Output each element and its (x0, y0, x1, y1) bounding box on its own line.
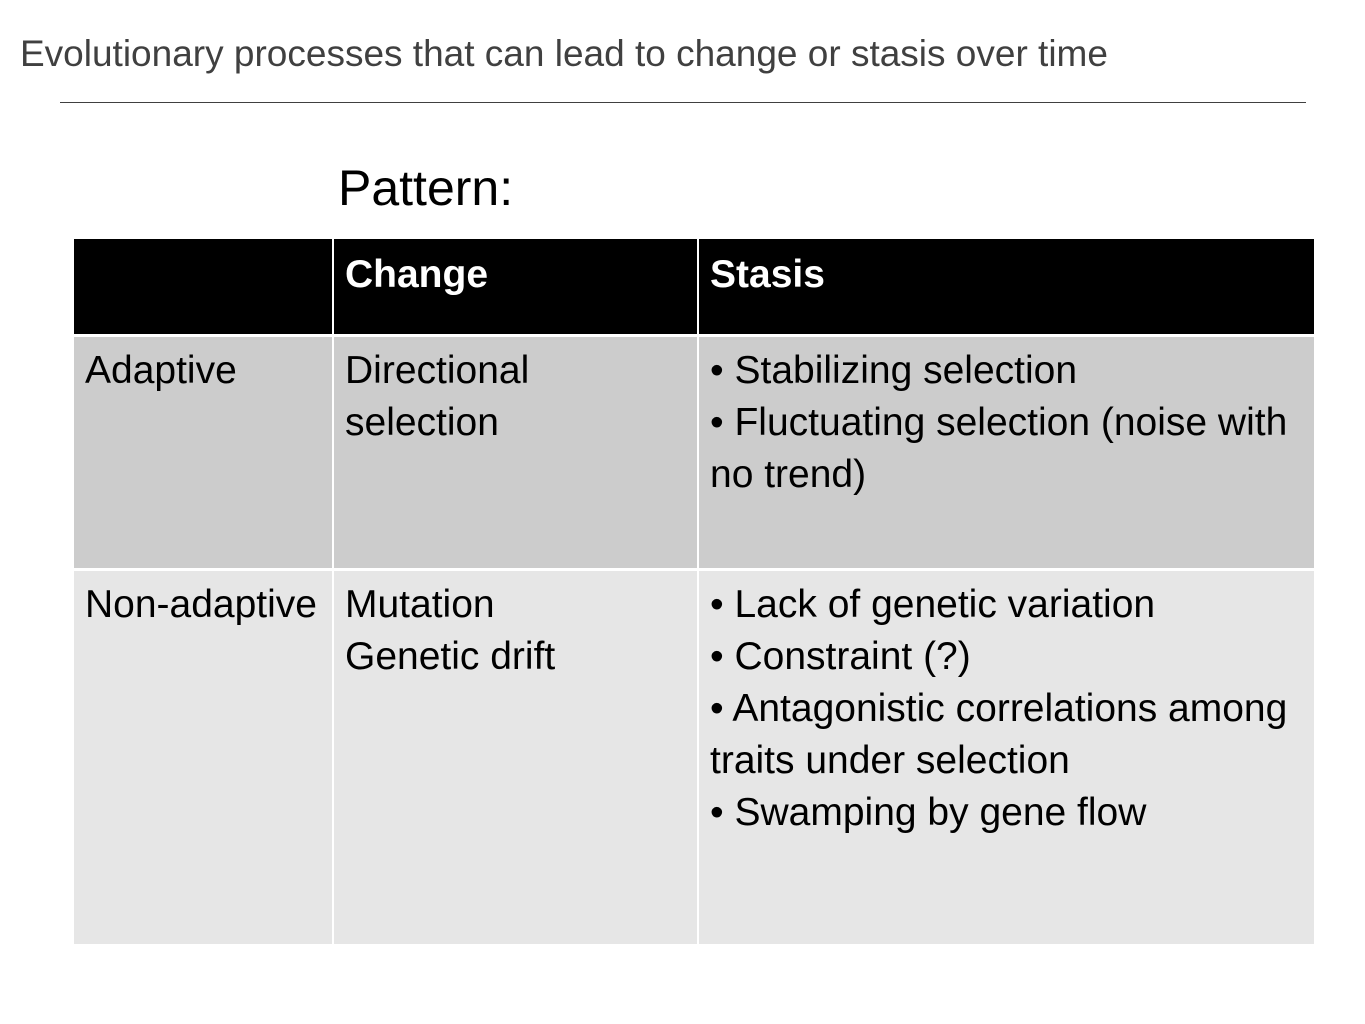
non-adaptive-change-item: Genetic drift (345, 635, 556, 678)
table-heading: Pattern: (338, 160, 514, 216)
header-cell-empty (74, 239, 332, 334)
header-cell-stasis: Stasis (697, 239, 1314, 334)
row-label-adaptive: Adaptive (74, 334, 332, 568)
row-label-non-adaptive: Non-adaptive (74, 568, 332, 944)
non-adaptive-stasis-cell (697, 568, 1314, 944)
header-cell-change: Change (332, 239, 697, 334)
process-table (74, 239, 1314, 944)
adaptive-stasis-item: • Fluctuating selection (noise with no trend) (710, 401, 1288, 496)
non-adaptive-stasis-item: • Swamping by gene flow (710, 791, 1147, 834)
adaptive-change-cell (332, 334, 697, 568)
non-adaptive-change-cell (332, 568, 697, 944)
adaptive-stasis-cell (697, 334, 1314, 568)
non-adaptive-stasis-item: • Lack of genetic variation (710, 583, 1156, 626)
adaptive-change-item: Directional selection (345, 349, 530, 444)
non-adaptive-change-item: Mutation (345, 583, 495, 626)
slide-title: Evolutionary processes that can lead to change or stasis over time (20, 33, 1108, 74)
adaptive-stasis-item: • Stabilizing selection (710, 349, 1078, 392)
title-divider (60, 102, 1306, 103)
non-adaptive-stasis-item: • Constraint (?) (710, 635, 971, 678)
non-adaptive-stasis-item: • Antagonistic correlations among traits under selection (710, 687, 1288, 782)
